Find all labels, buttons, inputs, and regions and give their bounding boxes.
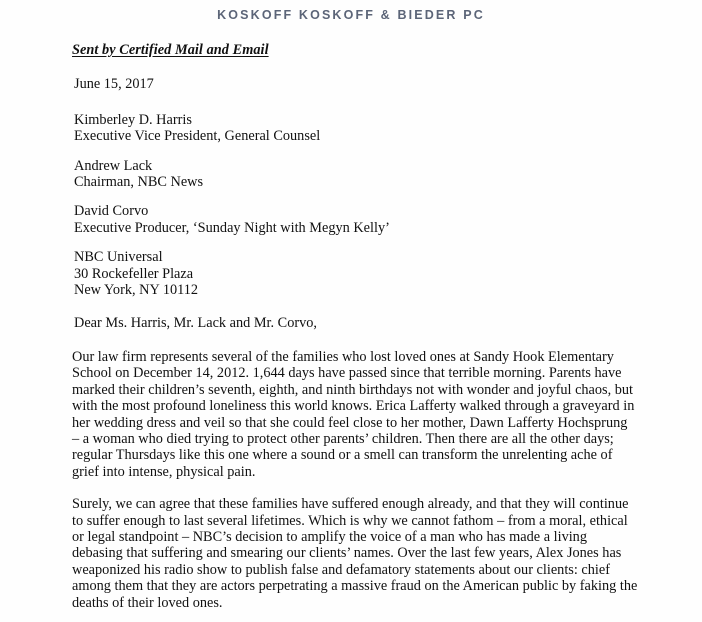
firm-letterhead: KOSKOFF KOSKOFF & BIEDER PC [217, 8, 485, 22]
address-street: 30 Rockefeller Plaza [74, 265, 194, 282]
address-city-state-zip: New York, NY 10112 [74, 282, 199, 299]
spacer [72, 59, 638, 76]
spacer [72, 236, 638, 249]
spacer [72, 298, 638, 315]
recipient-block-corvo [72, 203, 638, 236]
recipient-block-harris [72, 112, 638, 145]
body-paragraph-2: Surely, we can agree that these families have suffered enough already, and that they will continue to suffer enough to last several lifetimes. Which is why we cannot fathom – from a moral, ethical or legal standpoint – NBC’s decision to amplify the voice of a man who has made a living debasing that suffering and smearing our clients’ names. Over the last few years, Alex Jones has weaponized his radio show to publish false and defamatory statements about our clients: chief among them that they are actors perpetrating a massive fraud on the American public by faking the deaths of their loved ones. [72, 496, 638, 611]
recipient-name: Kimberley D. Harris [74, 111, 192, 128]
spacer [72, 190, 638, 203]
body-paragraph-1: Our law firm represents several of the families who lost loved ones at Sandy Hook Elementary School on December 14, 2012. 1,644 days have passed since that terrible morning. Parents have marked their children’s seventh, eighth, and ninth birthdays not with wonder and joyful chaos, but with the most profound loneliness this world knows. Erica Lafferty walked through a graveyard in her wedding dress and veil so that she could feel close to her mother, Dawn Lafferty Hochsprung – a woman who died trying to protect other parents’ children. Then there are all the other days; regular Thursdays like this one where a sound or a smell can transform the unrelenting ache of grief into intense, physical pain. [72, 348, 635, 480]
spacer [72, 332, 638, 349]
address-company: NBC Universal [74, 249, 163, 266]
letter-date: June 15, 2017 [74, 76, 154, 93]
spacer [72, 93, 638, 112]
recipient-name: Andrew Lack [74, 157, 153, 174]
recipient-name: David Corvo [74, 203, 149, 220]
recipient-address [72, 249, 638, 298]
salutation: Dear Ms. Harris, Mr. Lack and Mr. Corvo, [74, 315, 317, 332]
subject-line: Sent by Certified Mail and Email [72, 42, 269, 58]
recipient-title: Executive Vice President, General Counsel [74, 128, 321, 145]
spacer [72, 145, 638, 158]
recipient-title: Chairman, NBC News [74, 174, 204, 191]
recipient-title: Executive Producer, ‘Sunday Night with Megyn Kelly’ [74, 219, 390, 236]
letter-body [72, 42, 638, 611]
recipient-block-lack [72, 158, 638, 191]
